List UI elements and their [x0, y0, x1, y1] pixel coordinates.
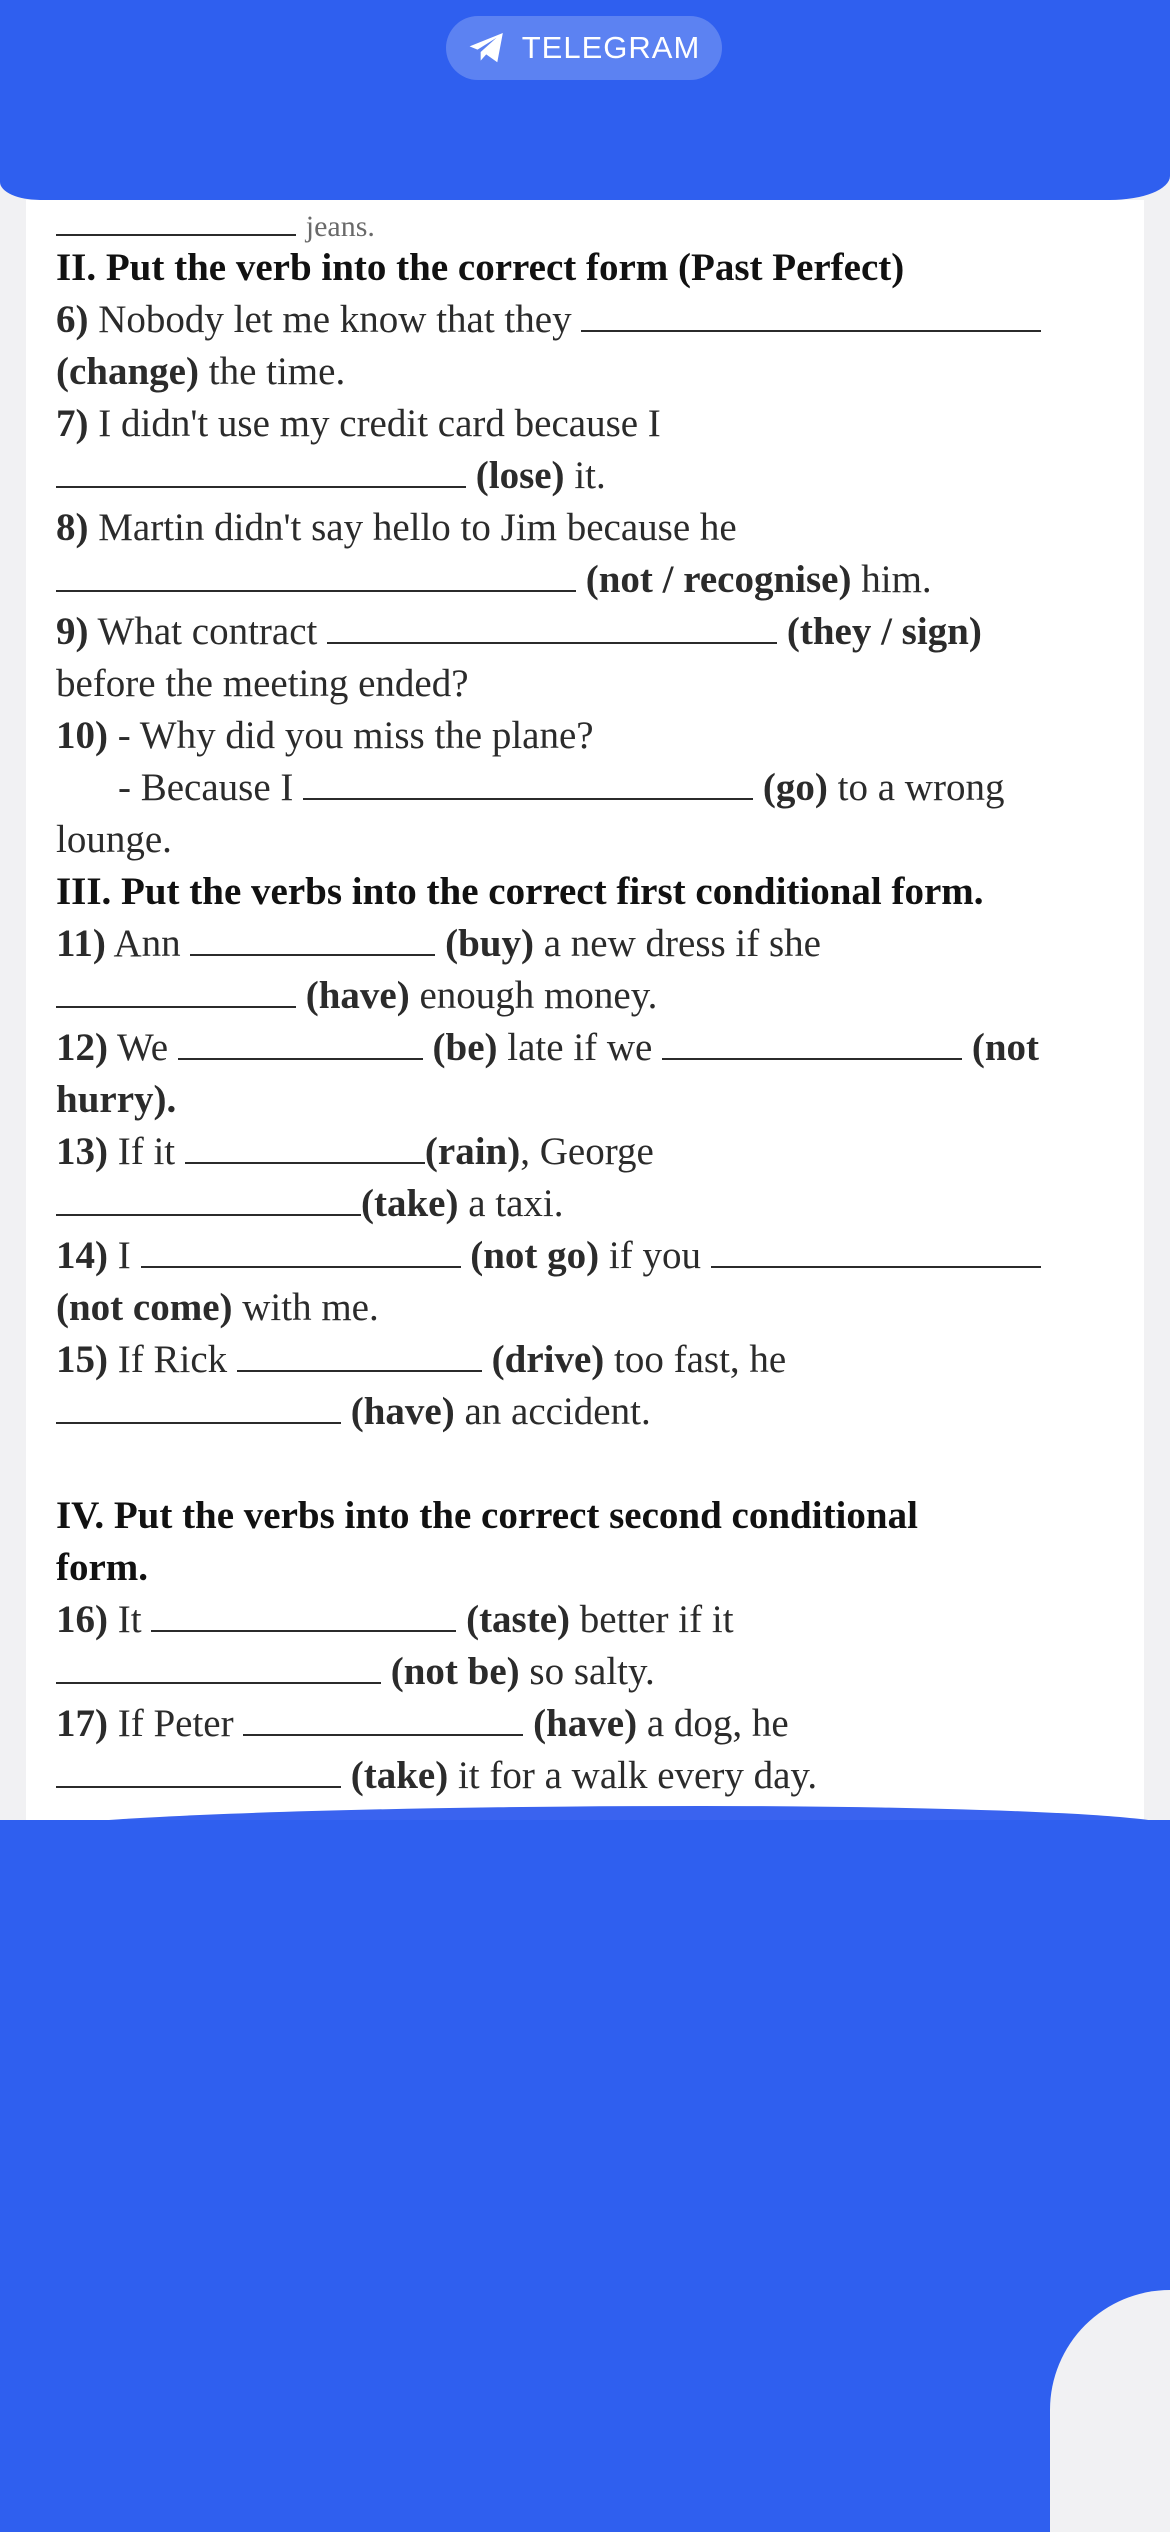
question-12: 12) We (be) late if we (not	[56, 1026, 1040, 1069]
answer-blank-10[interactable]	[303, 764, 753, 800]
answer-blank-16a[interactable]	[151, 1596, 456, 1632]
question-8: 8) Martin didn't say hello to Jim because he	[56, 506, 737, 549]
answer-blank-11a[interactable]	[190, 920, 435, 956]
answer-blank-14b[interactable]	[711, 1232, 1041, 1268]
bottom-blue-mask	[0, 1820, 1170, 2532]
section-4-heading: IV. Put the verbs into the correct second conditional	[56, 1494, 918, 1537]
telegram-label: TELEGRAM	[521, 30, 701, 65]
answer-blank-12a[interactable]	[178, 1024, 423, 1060]
question-7: 7) I didn't use my credit card because I	[56, 402, 661, 445]
section-3-heading: III. Put the verbs into the correct first conditional form.	[56, 870, 984, 913]
worksheet: jeans. II. Put the verb into the correct form (Past Perfect) 6) Nobody let me know that they (change) the time. 7) I didn't use my credit card because I (lose) it. 8) Martin didn't say hello to Jim because he (not / recognise) him. 9) What contract (they / sign) before the meeting ended? 10) - Why did you miss the plane? - Because I (go) to a wrong lounge. III. Put the verbs into the correct first conditional form. 11) Ann (buy) a new dress if she (have) enough money. 12) We (be) late if we (not hurry). 13) If it (rain), George (take) a taxi. 14) I (not go) if you (not come) with me. 15) If Rick (drive) too fast, he (have) an accident. IV. Put the verbs into the correct second conditional form. 16) It (taste) better if it (not be) so salty. 17) If Peter (have) a dog, he (take) it for a walk every day.	[56, 212, 1136, 1802]
question-6: 6) Nobody let me know that they	[56, 294, 1136, 346]
telegram-button[interactable]	[446, 16, 722, 80]
cut-line-text: jeans.	[305, 210, 375, 243]
question-13: 13) If it (rain), George	[56, 1130, 654, 1173]
answer-blank-17a[interactable]	[243, 1700, 523, 1736]
answer-blank-13a[interactable]	[185, 1128, 425, 1164]
telegram-icon	[468, 31, 506, 65]
question-14: 14) I (not go) if you	[56, 1230, 1136, 1282]
answer-blank-15b[interactable]	[56, 1388, 341, 1424]
answer-blank-12b[interactable]	[662, 1024, 962, 1060]
answer-blank-14a[interactable]	[141, 1232, 461, 1268]
answer-blank-11b[interactable]	[56, 972, 296, 1008]
answer-blank-9[interactable]	[327, 608, 777, 644]
answer-blank-8[interactable]	[56, 556, 576, 592]
question-9: 9) What contract (they / sign)	[56, 610, 982, 653]
answer-blank-13b[interactable]	[56, 1180, 361, 1216]
question-17: 17) If Peter (have) a dog, he	[56, 1702, 789, 1745]
answer-blank-17b[interactable]	[56, 1752, 341, 1788]
question-10: 10) - Why did you miss the plane?	[56, 714, 594, 757]
question-16: 16) It (taste) better if it	[56, 1598, 734, 1641]
answer-blank-15a[interactable]	[237, 1336, 482, 1372]
section-2-heading: II. Put the verb into the correct form (Past Perfect)	[56, 246, 905, 289]
question-11: 11) Ann (buy) a new dress if she	[56, 922, 821, 965]
answer-blank-6[interactable]	[581, 296, 1041, 332]
answer-blank-16b[interactable]	[56, 1648, 381, 1684]
answer-blank-7[interactable]	[56, 452, 466, 488]
question-15: 15) If Rick (drive) too fast, he	[56, 1338, 787, 1381]
